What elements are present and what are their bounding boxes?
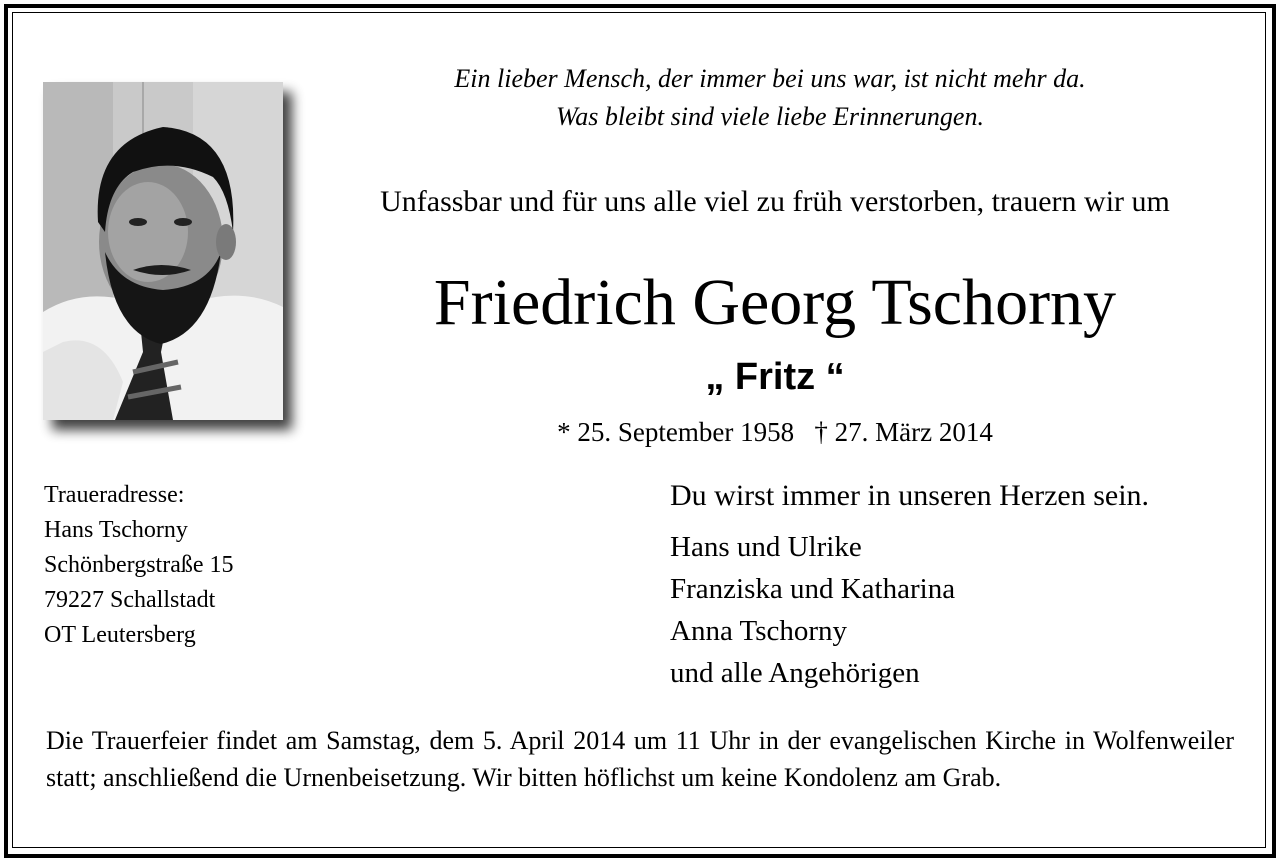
intro-text: Unfassbar und für uns alle viel zu früh verstorben, trauern wir um <box>380 185 1170 218</box>
mourner-entry: Anna Tschorny <box>670 615 848 647</box>
deceased-name: Friedrich Georg Tschorny <box>433 266 1117 339</box>
mourning-address <box>44 478 444 653</box>
mourner-entry: und alle Angehörigen <box>670 657 920 689</box>
motto-line-1: Ein lieber Mensch, der immer bei uns war, ist nicht mehr da. <box>454 64 1086 93</box>
closing-line: Du wirst immer in unseren Herzen sein. <box>670 479 1150 512</box>
deceased-nickname: „ Fritz “ <box>705 356 845 398</box>
funeral-service-notice: Die Trauerfeier findet am Samstag, dem 5. April 2014 um 11 Uhr in der evangelischen Kirche in Wolfenweiler statt; anschließend die Urnenbeisetzung. Wir bitten höflichst um keine Kondolenz am Grab. <box>46 726 1234 792</box>
mourner-entry: Hans und Ulrike <box>670 531 862 563</box>
mourners-list <box>670 526 1230 694</box>
address-line: OT Leutersberg <box>44 622 196 648</box>
address-line: Hans Tschorny <box>44 517 188 543</box>
mourner-entry: Franziska und Katharina <box>670 573 956 605</box>
motto-line-2: Was bleibt sind viele liebe Erinnerungen. <box>556 102 984 131</box>
life-dates: * 25. September 1958 † 27. März 2014 <box>557 417 993 447</box>
address-line: Schönbergstraße 15 <box>44 552 234 578</box>
motto <box>340 60 1200 136</box>
portrait-illustration <box>43 82 283 420</box>
address-line: 79227 Schallstadt <box>44 587 216 613</box>
address-label: Traueradresse: <box>44 482 185 508</box>
portrait-photo <box>43 82 283 420</box>
